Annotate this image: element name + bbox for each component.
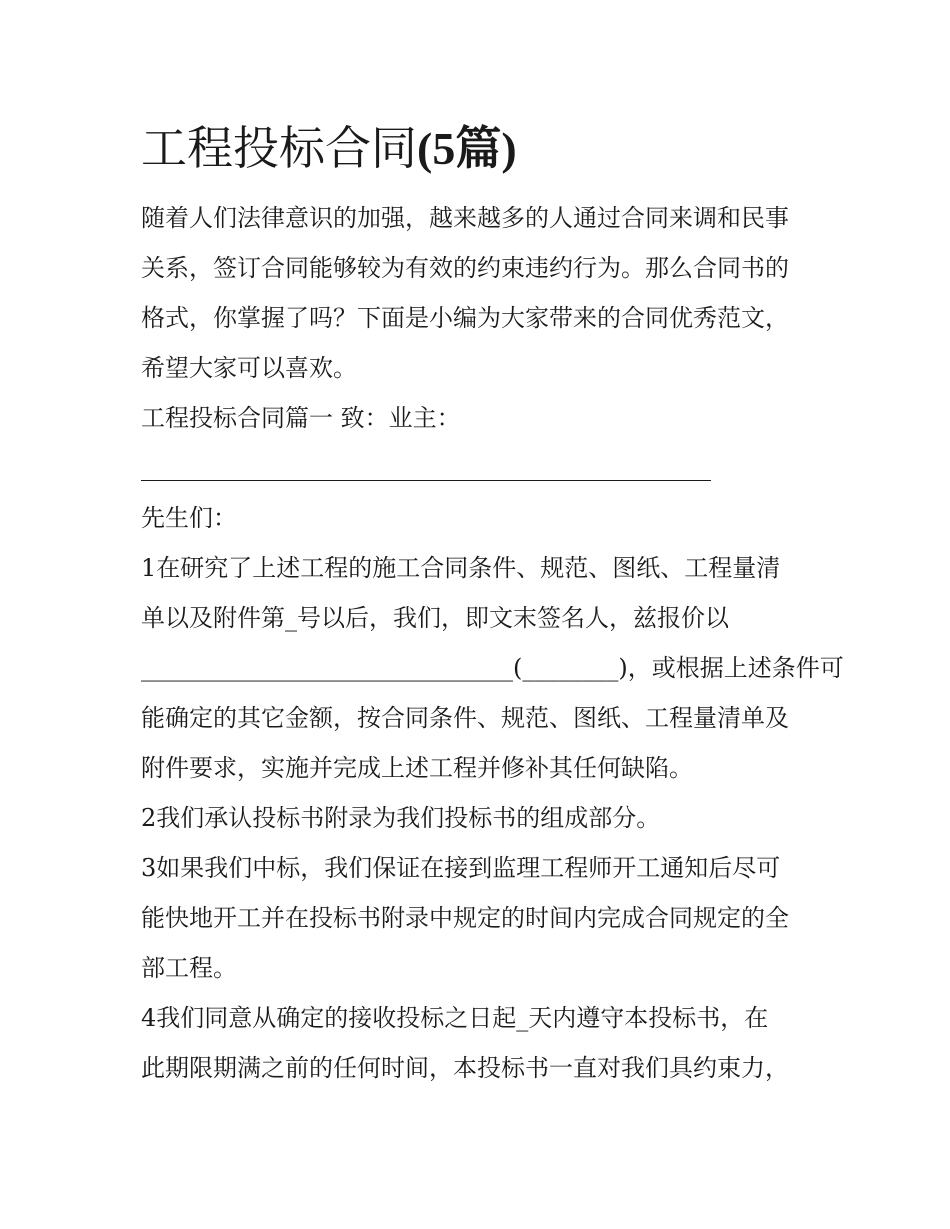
clause-1-line: 能确定的其它金额，按合同条件、规范、图纸、工程量清单及	[141, 704, 789, 732]
owner-name-blank	[141, 480, 711, 481]
intro-paragraph-line: 希望大家可以喜欢。	[141, 354, 357, 382]
section-heading-line: 工程投标合同篇一 致：业主：	[141, 404, 461, 432]
title-main: 工程投标合同	[141, 121, 417, 175]
clause-2-line: 2我们承认投标书附录为我们投标书的组成部分。	[141, 804, 661, 832]
clause-4-line: 4我们同意从确定的接收投标之日起_天内遵守本投标书，在	[141, 1004, 769, 1032]
clause-3-line: 部工程。	[141, 954, 237, 982]
clause-4-line: 此期限期满之前的任何时间，本投标书一直对我们具约束力，	[141, 1054, 789, 1082]
clause-1-line: 1在研究了上述工程的施工合同条件、规范、图纸、工程量清	[141, 554, 781, 582]
clause-1-line: 单以及附件第_号以后，我们，即文末签名人，兹报价以	[141, 604, 729, 632]
clause-1-line: 附件要求，实施并完成上述工程并修补其任何缺陷。	[141, 754, 693, 782]
intro-paragraph-line: 随着人们法律意识的加强，越来越多的人通过合同来调和民事	[141, 204, 789, 232]
title-suffix: (5篇)	[417, 123, 517, 174]
document-title	[141, 118, 517, 179]
clause-1-line: _______________________________(________)，或根据上述条件可	[141, 654, 844, 682]
intro-paragraph-line: 关系，签订合同能够较为有效的约束违约行为。那么合同书的	[141, 254, 789, 282]
salutation-line: 先生们：	[141, 504, 237, 532]
clause-3-line: 能快地开工并在投标书附录中规定的时间内完成合同规定的全	[141, 904, 789, 932]
intro-paragraph-line: 格式，你掌握了吗？下面是小编为大家带来的合同优秀范文，	[141, 304, 789, 332]
clause-3-line: 3如果我们中标，我们保证在接到监理工程师开工通知后尽可	[141, 854, 781, 882]
